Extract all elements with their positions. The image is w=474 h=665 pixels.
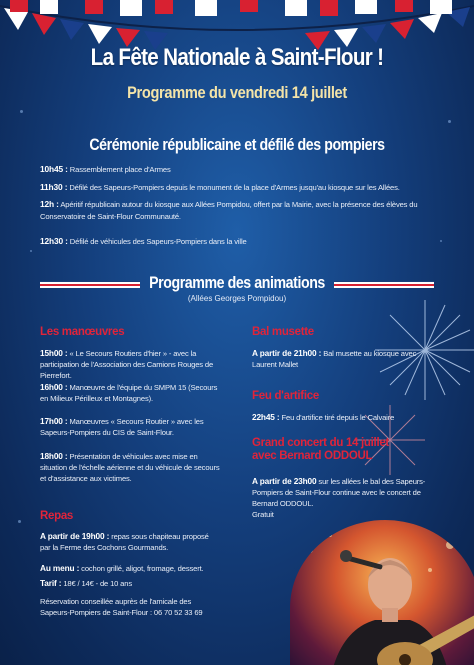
ceremony-text: Défilé des Sapeurs-Pompiers depuis le monument de la place d'Armes jusqu'au kiosque sur les Allées. — [67, 183, 400, 192]
poster-subtitle: Programme du vendredi 14 juillet — [127, 83, 347, 102]
concert-title — [252, 437, 389, 463]
ceremony-item — [40, 236, 450, 248]
feu-text: Feu d'artifice tiré depuis le Calvaire — [279, 413, 395, 422]
repas-line — [40, 578, 220, 589]
manoeuvres-title: Les manœuvres — [40, 326, 125, 338]
repas-title: Repas — [40, 510, 74, 522]
manoeuvre-item — [40, 416, 220, 438]
ceremony-title: Cérémonie républicaine et défilé des pompiers — [89, 136, 385, 154]
repas-text: Réservation conseillée auprès de l'amicale des Sapeurs-Pompiers de Saint-Flour : 06 70 52 33 69 — [40, 597, 203, 617]
feu-label: 22h45 : — [252, 412, 280, 422]
ceremony-time: 12h30 : — [40, 236, 68, 246]
animations-title: Programme des animations — [149, 274, 325, 292]
manoeuvre-item — [40, 451, 225, 484]
repas-text: cochon grillé, aligot, fromage, dessert. — [79, 564, 204, 573]
manoeuvre-item — [40, 382, 220, 404]
singer-illustration — [290, 520, 474, 665]
repas-line — [40, 531, 220, 553]
ceremony-item — [40, 182, 450, 194]
bal-text: Bal musette au kiosque avec Laurent Mallet — [252, 349, 417, 369]
manoeuvre-time: 15h00 : — [40, 348, 68, 358]
ceremony-text: Rassemblement place d'Armes — [67, 165, 171, 174]
concert-extra: Gratuit — [252, 510, 274, 519]
manoeuvre-text: « Le Secours Routiers d'hier » - avec la participation de l'Association des Camions Rouges de Pierrefort. — [40, 349, 214, 380]
repas-line — [40, 563, 220, 574]
concert-label: A partir de 23h00 — [252, 476, 317, 486]
ceremony-item — [40, 199, 450, 222]
ceremony-text: Apéritif républicain autour du kiosque aux Allées Pompidou, offert par la Mairie, avec la présence des élèves du Conservatoire de Saint-Flour Communauté. — [40, 200, 418, 221]
feu-item — [252, 412, 432, 423]
bal-item — [252, 348, 432, 370]
ceremony-time: 12h : — [40, 199, 59, 209]
feu-title: Feu d'artifice — [252, 390, 319, 402]
concert-text: sur les allées le bal des Sapeurs-Pompiers de Saint-Flour continue avec le concert de Bernard ODDOUL. — [252, 477, 426, 508]
sparkle-dot — [20, 110, 23, 113]
manoeuvre-time: 17h00 : — [40, 416, 68, 426]
singer-photo — [290, 520, 474, 665]
repas-label: A partir de 19h00 : — [40, 531, 110, 541]
manoeuvre-text: Manœuvre de l'équipe du SMPM 15 (Secours en Milieux Périlleux et Montagnes). — [40, 383, 218, 403]
manoeuvre-time: 18h00 : — [40, 451, 68, 461]
ceremony-time: 11h30 : — [40, 182, 68, 192]
concert-item — [252, 476, 442, 509]
repas-label: Tarif : — [40, 578, 62, 588]
bal-title: Bal musette — [252, 326, 314, 338]
sparkle-dot — [30, 250, 32, 252]
concert-title-line1: Grand concert du 14 juillet — [252, 437, 389, 449]
sparkle-dot — [18, 520, 21, 523]
ceremony-time: 10h45 : — [40, 164, 68, 174]
repas-line — [40, 596, 220, 618]
bal-label: A partir de 21h00 : — [252, 348, 322, 358]
ceremony-text: Défilé de véhicules des Sapeurs-Pompiers dans la ville — [67, 237, 247, 246]
repas-text: 18€ / 14€ - de 10 ans — [61, 579, 132, 588]
concert-title-line2: avec Bernard ODDOUL — [252, 450, 373, 462]
repas-text: repas sous chapiteau proposé par la Ferme des Cochons Gourmands. — [40, 532, 209, 552]
animations-subtitle: (Allées Georges Pompidou) — [187, 294, 287, 303]
sparkle-dot — [448, 120, 451, 123]
manoeuvre-time: 16h00 : — [40, 382, 68, 392]
manoeuvre-text: Présentation de véhicules avec mise en situation de l'échelle aérienne et du véhicule de secours et d'assistance aux victimes. — [40, 452, 220, 483]
repas-label: Au menu : — [40, 563, 80, 573]
poster-title: La Fête Nationale à Saint-Flour ! — [90, 44, 384, 71]
manoeuvre-item — [40, 348, 225, 381]
ceremony-item — [40, 164, 450, 176]
manoeuvre-text: Manœuvres « Secours Routier » avec les Sapeurs-Pompiers du CIS de Saint-Flour. — [40, 417, 204, 437]
